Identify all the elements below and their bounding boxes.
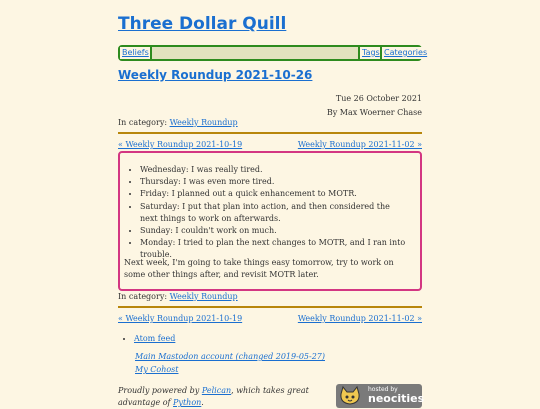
category-link[interactable]: Weekly Roundup [169,118,238,127]
next-post-link[interactable]: Weekly Roundup 2021-11-02 » [297,314,422,323]
list-item: • Friday: I planned out a quick enhancement to MOTR. [140,188,410,200]
prev-post-link[interactable]: « Weekly Roundup 2021-10-19 [118,140,243,149]
atom-feed-link[interactable]: Atom feed [134,334,176,343]
menu-bar [118,45,428,61]
divider-rule [118,306,422,308]
menu-item-categories[interactable]: Categories [384,48,428,57]
day-list [140,164,410,262]
article-paragraph: Next week, I'm going to take things easy tomorrow, try to work on some other things after, and revisit MOTR later. [124,258,394,279]
prev-post-link[interactable]: « Weekly Roundup 2021-10-19 [118,314,243,323]
list-item: • Thursday: I was even more tired. [140,176,410,188]
category-line-top [118,118,238,127]
article-content [118,151,422,291]
powered-prefix: Proudly powered by [118,386,202,395]
list-item: • Saturday: I put that plan into action, and then considered the next things to work on afterwards. [140,201,410,225]
next-post-link[interactable]: Weekly Roundup 2021-11-02 » [297,140,422,149]
mastodon-link[interactable]: Main Mastodon account (changed 2019-05-27) [135,352,325,361]
powered-by-text [118,385,333,409]
badge-title: neocities [368,392,425,405]
article-date: Tue 26 October 2021 [335,94,422,103]
category-label: In category: [118,118,168,127]
article-author: By Max Woerner Chase [326,108,422,117]
category-line-bottom [118,292,238,301]
menu-divider [150,47,152,59]
neocities-badge[interactable] [336,384,425,408]
list-item: • Wednesday: I was really tired. [140,164,410,176]
list-item: • Monday: I tried to plan the next changes to MOTR, and I ran into trouble. [140,237,410,261]
list-item: • Sunday: I couldn't work on much. [140,225,410,237]
pelican-link[interactable]: Pelican [201,386,232,395]
list-item [134,334,175,343]
badge-caption: hosted by [368,386,398,393]
site-title-link[interactable]: Three Dollar Quill [118,14,287,34]
python-link[interactable]: Python [173,398,202,407]
menu-item-tags[interactable]: Tags [362,48,380,57]
article-title-link[interactable]: Weekly Roundup 2021-10-26 [118,68,313,82]
feed-list [134,334,175,343]
divider-rule [118,132,422,134]
cat-mascot-icon [338,385,362,407]
python-suffix: . [201,398,204,407]
cohost-link[interactable]: My Cohost [135,365,179,374]
powered-suffix: , which takes great advantage of [118,386,309,407]
menu-item-beliefs[interactable]: Beliefs [122,48,149,57]
category-label: In category: [118,292,168,301]
category-link[interactable]: Weekly Roundup [169,292,238,301]
